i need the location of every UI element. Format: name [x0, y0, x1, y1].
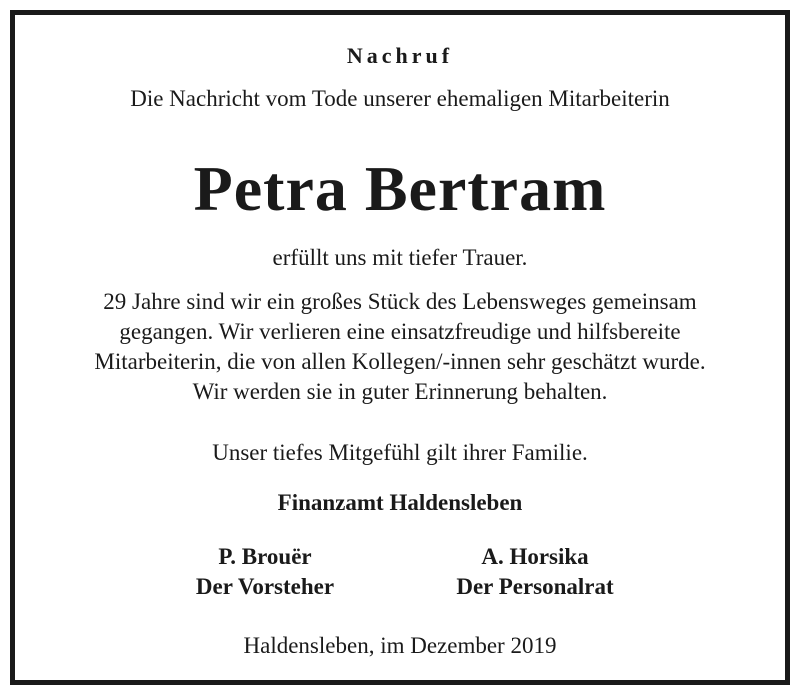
mourning-text: erfüllt uns mit tiefer Trauer. [272, 245, 528, 270]
intro-text: Die Nachricht vom Tode unserer ehemaligen Mitarbeiterin [130, 86, 670, 111]
obituary-notice [10, 10, 790, 685]
notice-heading: Nachruf [346, 43, 454, 68]
condolence-text: Unser tiefes Mitgefühl gilt ihrer Familie. [212, 440, 588, 465]
tribute-line: Wir werden sie in guter Erinnerung behalten. [192, 379, 608, 404]
tribute-line: 29 Jahre sind wir ein großes Stück des Lebensweges gemeinsam [103, 289, 697, 314]
organization-name: Finanzamt Haldensleben [277, 490, 523, 515]
signatory-right [405, 542, 665, 602]
signatory-left [135, 542, 395, 602]
tribute-line: gegangen. Wir verlieren eine einsatzfreudige und hilfsbereite [119, 319, 681, 344]
tribute-line: Mitarbeiterin, die von allen Kollegen/-innen sehr geschätzt wurde. [94, 349, 706, 374]
signatory-role: Der Vorsteher [195, 574, 335, 599]
signatory-name: A. Horsika [481, 544, 589, 569]
place-and-date: Haldensleben, im Dezember 2019 [243, 633, 557, 658]
signatory-role: Der Personalrat [456, 574, 614, 599]
tribute-paragraph [15, 287, 785, 407]
deceased-name: Petra Bertram [193, 153, 607, 224]
signatory-name: P. Brouër [218, 544, 312, 569]
